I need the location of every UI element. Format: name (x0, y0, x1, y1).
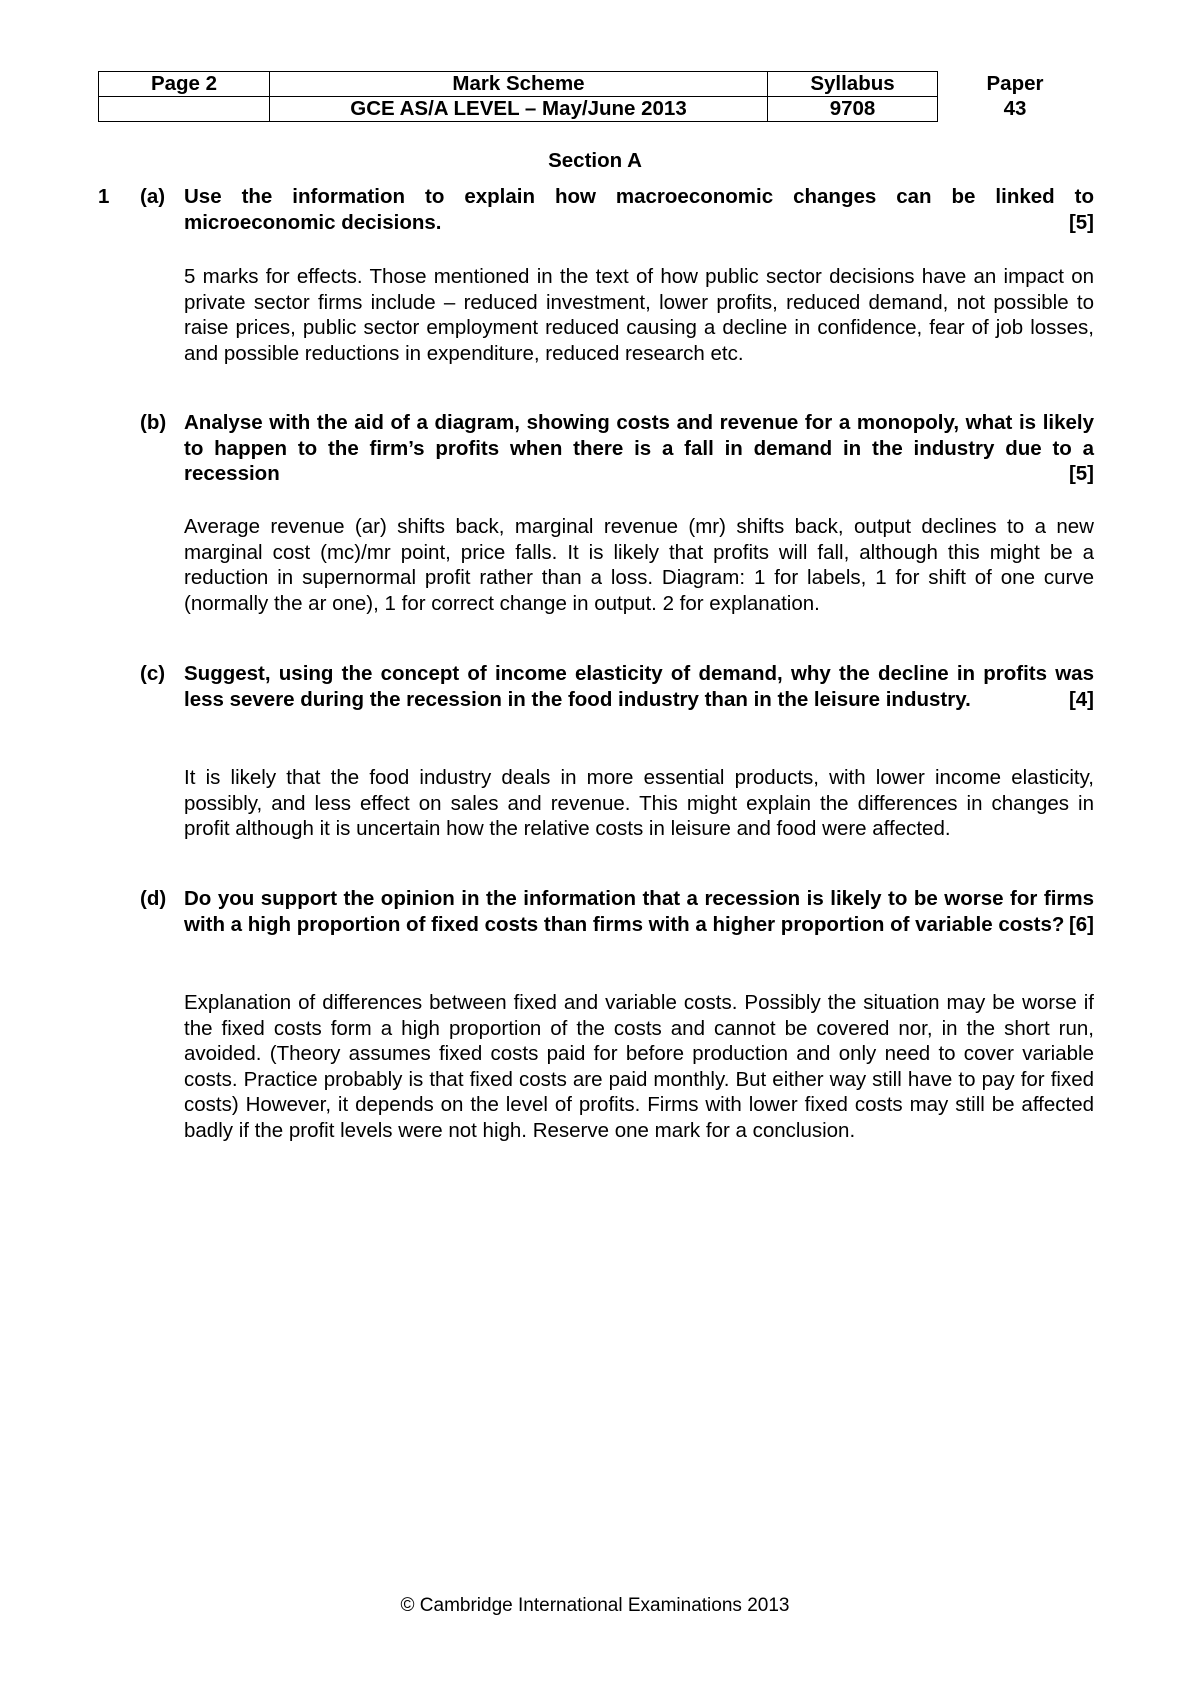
header-paper-number: 43 (938, 97, 1093, 122)
part-d-question-text: Do you support the opinion in the information that a recession is likely to be worse for firms with a high proportion of fixed costs than firms with a higher proportion of variable costs? (184, 887, 1094, 936)
header-empty-cell (99, 97, 270, 122)
section-title: Section A (548, 149, 642, 172)
part-c-answer: It is likely that the food industry deals in more essential products, with lower income elasticity, possibly, and less effect on sales and revenue. This might explain the differences in changes in profit although it is uncertain how the relative costs in leisure and food were affected. (184, 766, 1094, 840)
part-a-marks: [5] (1068, 210, 1094, 234)
header-row (99, 97, 1093, 122)
header-syllabus-label: Syllabus (768, 72, 938, 97)
header-syllabus-code: 9708 (768, 97, 938, 122)
part-d-marks: [6] (1068, 912, 1094, 936)
part-b-marks: [5] (1068, 462, 1094, 485)
header-exam-session: GCE AS/A LEVEL – May/June 2013 (270, 97, 768, 122)
header-page: Page 2 (99, 72, 270, 97)
header-doc-type: Mark Scheme (270, 72, 768, 97)
part-b-question-text: Analyse with the aid of a diagram, showing costs and revenue for a monopoly, what is likely to happen to the firm’s profits when there is a fall in demand in the industry due to a recession (184, 411, 1094, 485)
header-table (98, 71, 1092, 122)
part-d-answer: Explanation of differences between fixed and variable costs. Possibly the situation may be worse if the fixed costs form a high proportion of the costs and cannot be covered nor, in the short run, avoided. (Theory assumes fixed costs paid for before production and only need to cover variable costs. Practice probably is that fixed costs are paid monthly. But either way still have to pay for fixed costs) However, it depends on the level of profits. Firms with lower fixed costs may still be affected badly if the profit levels were not high. Reserve one mark for a conclusion. (184, 991, 1094, 1142)
part-b-label: (b) (140, 411, 167, 434)
header-row (99, 72, 1093, 97)
part-a-question-text: Use the information to explain how macroeconomic changes can be linked to microeconomic decisions. (184, 185, 1094, 234)
part-c-label: (c) (140, 662, 166, 685)
part-a-question (184, 184, 1094, 235)
part-c-question (184, 661, 1094, 712)
part-b-answer: Average revenue (ar) shifts back, marginal revenue (mr) shifts back, output declines to a new marginal cost (mc)/mr point, price falls. It is likely that profits will fall, although this might be a reduction in supernormal profit rather than a loss. Diagram: 1 for labels, 1 for shift of one curve (normally the ar one), 1 for correct change in output. 2 for explanation. (184, 515, 1094, 615)
part-c-marks: [4] (1068, 687, 1094, 711)
header-paper-label: Paper (938, 72, 1093, 97)
footer-copyright: © Cambridge International Examinations 2013 (400, 1595, 790, 1616)
question-number: 1 (98, 185, 110, 208)
part-b-question (184, 410, 1094, 487)
part-a-answer: 5 marks for effects. Those mentioned in the text of how public sector decisions have an impact on private sector firms include – reduced investment, lower profits, reduced demand, not possible to raise prices, public sector employment reduced causing a decline in confidence, fear of job losses, and possible reductions in expenditure, reduced research etc. (184, 265, 1094, 365)
part-d-question (184, 886, 1094, 937)
part-d-label: (d) (140, 887, 167, 910)
part-a-label: (a) (140, 185, 166, 208)
part-c-question-text: Suggest, using the concept of income elasticity of demand, why the decline in profits was less severe during the recession in the food industry than in the leisure industry. (184, 662, 1094, 711)
